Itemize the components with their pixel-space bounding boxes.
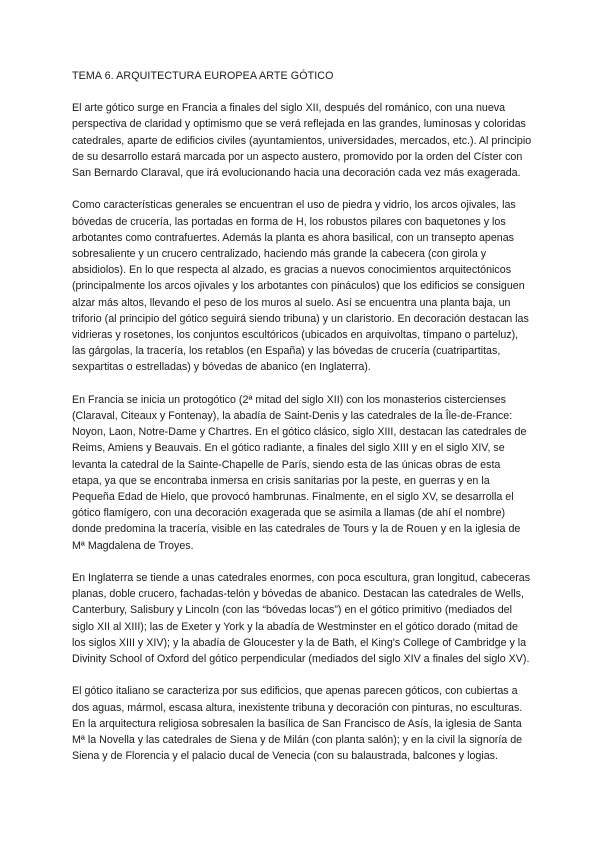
document-page bbox=[72, 68, 532, 781]
paragraph-england: En Inglaterra se tiende a unas catedrales enormes, con poca escultura, gran longitud, cabeceras planas, doble crucero, fachadas-telón y bóvedas de abanico. Destacan las catedrales de Wells, Canterbury, Salisbury y Lincoln (con las “bóvedas locas”) en el gótico primitivo (mediados del siglo XII al XIII); las de Exeter y York y la abadía de Westminster en el gótico dorado (mitad de los siglos XIII y XIV); y la abadía de Gloucester y la de Bath, el King's College of Cambridge y la Divinity School of Oxford del gótico perpendicular (mediados del siglo XIV a finales del siglo XV). bbox=[72, 572, 531, 666]
document-title: TEMA 6. ARQUITECTURA EUROPEA ARTE GÓTICO bbox=[72, 70, 334, 82]
paragraph-characteristics: Como características generales se encuentran el uso de piedra y vidrio, los arcos ojivales, las bóvedas de crucería, las portadas en forma de H, los robustos pilares con baquetones y los arbotantes como contrafuertes. Además la planta es ahora basilical, con un transepto apenas sobresaliente y un crucero centralizado, haciendo más grande la cabecera (con girola y absidiolos). En lo que respecta al alzado, es gracias a nuevos conocimientos arquitectónicos (principalmente los arcos ojivales y los arbotantes con pináculos) que los edificios se consiguen alzar más altos, llevando el peso de los muros al suelo. Así se encuentra una planta baja, un triforio (al principio del gótico seguirá siendo tribuna) y un claristorio. En decoración destacan las vidrieras y rosetones, los conjuntos escultóricos (ubicados en arquivoltas, tímpano o parteluz), las gárgolas, la tracería, los retablos (en España) y las bóvedas de crucería (cuatripartitas, sexpartitas o estrelladas) y bóvedas de abanico (en Inglaterra). bbox=[72, 199, 529, 374]
paragraph-italy: El gótico italiano se caracteriza por sus edificios, que apenas parecen góticos, con cubiertas a dos aguas, mármol, escasa altura, inexistente tribuna y decoración con pinturas, no esculturas. En la arquitectura religiosa sobresalen la basílica de San Francisco de Asís, la iglesia de Santa Mª la Novella y las catedrales de Siena y de Milán (con planta salón); y en la civil la signoría de Siena y de Florencia y el palacio ducal de Venecia (con su balaustrada, balcones y logias. bbox=[72, 685, 523, 763]
paragraph-france: En Francia se inicia un protogótico (2ª mitad del siglo XII) con los monasterios cistercienses (Claraval, Citeaux y Fontenay), la abadía de Saint-Denis y las catedrales de la Île-de-France: Noyon, Laon, Notre-Dame y Chartres. En el gótico clásico, siglo XIII, destacan las catedrales de Reims, Amiens y Beauvais. En el gótico radiante, a finales del siglo XIII y en el siglo XIV, se levanta la catedral de la Sainte-Chapelle de París, siendo esta de las únicas obras de esta etapa, ya que se encontraba inmersa en crisis sanitarias por la peste, en guerras y en la Pequeña Edad de Hielo, que provocó hambrunas. Finalmente, en el siglo XV, se desarrolla el gótico flamígero, con una decoración exagerada que se asimila a llamas (de ahí el nombre) donde predomina la tracería, visible en las catedrales de Tours y la de Rouen y en la iglesia de Mª Magdalena de Troyes. bbox=[72, 393, 527, 552]
paragraph-intro: El arte gótico surge en Francia a finales del siglo XII, después del románico, con una nueva perspectiva de claridad y optimismo que se verá reflejada en las grandes, luminosas y coloridas catedrales, aparte de edificios civiles (ayuntamientos, universidades, mercados, etc.). Al principio de su desarrollo estará marcada por un aspecto austero, promovido por la orden del Císter con San Bernardo Claraval, que irá evolucionando hacia una decoración cada vez más exagerada. bbox=[72, 102, 532, 180]
